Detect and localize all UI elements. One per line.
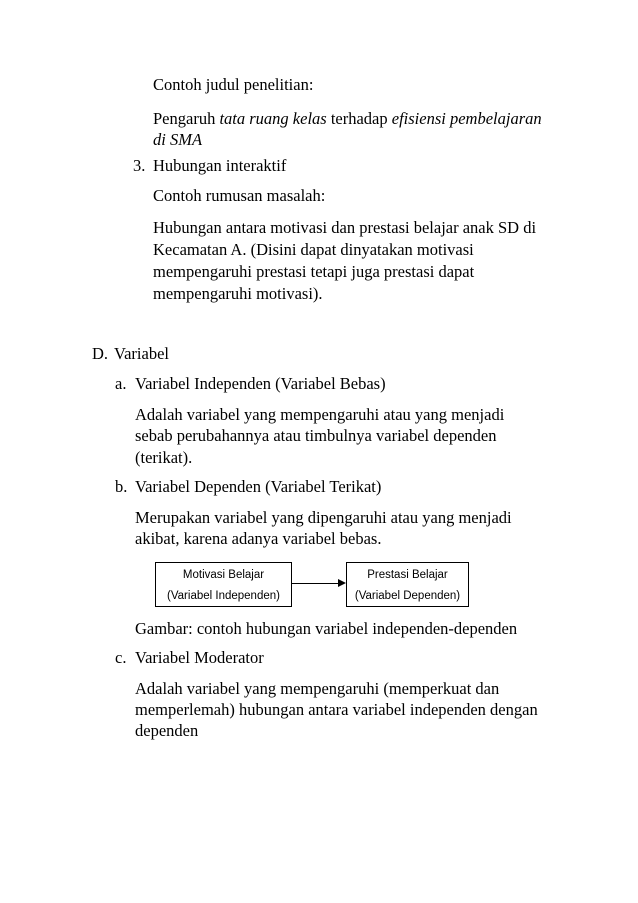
judul-example-line2: di SMA: [153, 130, 203, 149]
independent-box-line2: (Variabel Independen): [167, 590, 280, 602]
item-c-desc-line: memperlemah) hubungan antara variabel independen dengan: [135, 700, 538, 719]
item-a-desc-line: (terikat).: [135, 448, 193, 467]
rumusan-line: Kecamatan A. (Disini dapat dinyatakan motivasi: [153, 240, 474, 259]
relation-arrow-line: [292, 583, 339, 584]
independent-box-line1: Motivasi Belajar: [182, 569, 265, 581]
item-a-desc-line: Adalah variabel yang mempengaruhi atau yang menjadi: [135, 405, 505, 424]
item-a-title: Variabel Independen (Variabel Bebas): [135, 374, 386, 393]
item-c-desc-line: dependen: [135, 721, 199, 740]
item-c-title: Variabel Moderator: [135, 648, 264, 667]
judul-label: Contoh judul penelitian:: [153, 75, 314, 94]
section-d-title: Variabel: [114, 344, 169, 363]
item3-number: 3.: [133, 156, 146, 175]
rumusan-line: mempengaruhi prestasi tetapi juga prestasi dapat: [153, 262, 475, 281]
item-b-letter: b.: [115, 477, 128, 496]
independent-variable-box: [155, 562, 292, 607]
item-a-desc-line: sebab perubahannya atau timbulnya variabel dependen: [135, 426, 497, 445]
rumusan-line: Hubungan antara motivasi dan prestasi belajar anak SD di: [153, 218, 537, 237]
dependent-variable-box: [346, 562, 469, 607]
rumusan-line: mempengaruhi motivasi).: [153, 284, 323, 303]
item-b-desc-line: akibat, karena adanya variabel bebas.: [135, 529, 382, 548]
item-a-letter: a.: [115, 374, 127, 393]
dependent-box-line2: (Variabel Dependen): [354, 590, 461, 602]
arrow-right-icon: [338, 579, 346, 587]
judul-italic-part: efisiensi pembelajaran: [391, 109, 542, 128]
item3-title: Hubungan interaktif: [153, 156, 287, 175]
judul-text-part: Pengaruh: [153, 109, 220, 128]
dependent-box-line1: Prestasi Belajar: [367, 569, 448, 581]
item-c-letter: c.: [115, 648, 127, 667]
diagram-caption: Gambar: contoh hubungan variabel independen-dependen: [135, 619, 518, 638]
section-d-letter: D.: [92, 344, 109, 363]
item-b-title: Variabel Dependen (Variabel Terikat): [135, 477, 382, 496]
rumusan-label: Contoh rumusan masalah:: [153, 186, 326, 205]
judul-text-part: terhadap: [326, 109, 392, 128]
judul-italic-part: tata ruang kelas: [219, 109, 327, 128]
item-c-desc-line: Adalah variabel yang mempengaruhi (memperkuat dan: [135, 679, 500, 698]
item-b-desc-line: Merupakan variabel yang dipengaruhi atau yang menjadi: [135, 508, 512, 527]
judul-example-line1: [153, 109, 542, 129]
